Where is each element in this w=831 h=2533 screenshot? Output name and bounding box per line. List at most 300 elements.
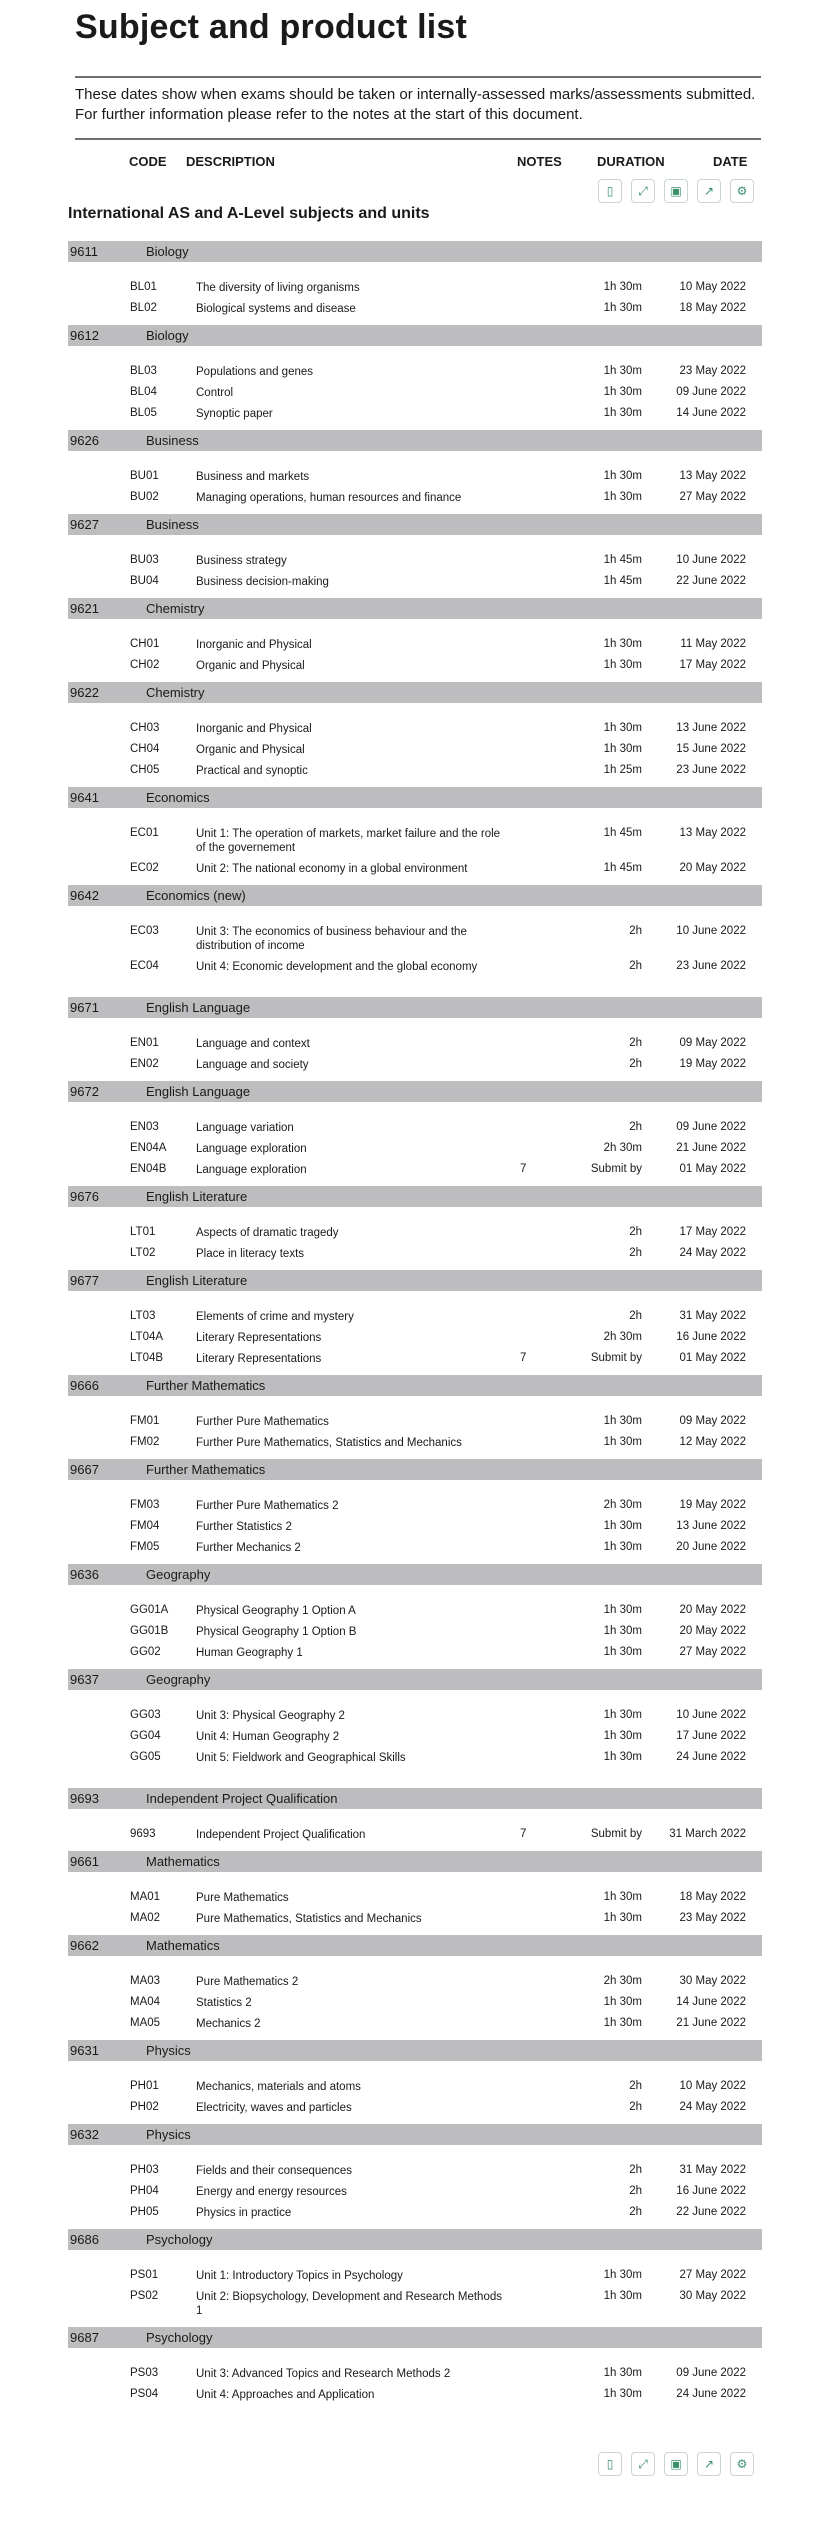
unit-duration: 2h — [629, 1226, 642, 1238]
unit-description: Unit 4: Economic development and the global economy — [196, 961, 478, 973]
unit-date: 23 June 2022 — [676, 960, 746, 972]
unit-code: PS02 — [130, 2290, 159, 2302]
unit-row — [0, 1433, 831, 1454]
subject-name: English Literature — [146, 1189, 248, 1204]
header-rule — [75, 138, 761, 140]
unit-duration: 2h — [629, 2164, 642, 2176]
unit-row — [0, 1160, 831, 1181]
unit-code: MA02 — [130, 1912, 161, 1924]
unit-duration: 2h — [629, 2206, 642, 2218]
column-header-code: CODE — [129, 154, 167, 169]
unit-row — [0, 957, 831, 978]
unit-row — [0, 1349, 831, 1370]
unit-date: 22 June 2022 — [676, 2206, 746, 2218]
unit-duration: 2h — [629, 2080, 642, 2092]
subject-header-band — [68, 241, 762, 262]
unit-code: FM02 — [130, 1436, 160, 1448]
unit-date: 27 May 2022 — [679, 491, 746, 503]
subject-header-band — [68, 325, 762, 346]
unit-duration: 2h — [629, 1058, 642, 1070]
unit-duration: 2h — [629, 1121, 642, 1133]
unit-row — [0, 922, 831, 957]
unit-description: Electricity, waves and particles — [196, 2102, 352, 2114]
subject-name: English Language — [146, 1084, 251, 1099]
unit-duration: 1h 30m — [603, 2290, 642, 2302]
unit-code: MA01 — [130, 1891, 161, 1903]
unit-duration: 1h 30m — [603, 1646, 642, 1658]
subject-header-band — [68, 1851, 762, 1872]
subject-code: 9677 — [70, 1273, 99, 1288]
subject-group — [0, 1788, 831, 1851]
subject-group — [0, 1851, 831, 1935]
unit-row — [0, 299, 831, 320]
unit-date: 14 June 2022 — [676, 1996, 746, 2008]
unit-row — [0, 2287, 831, 2322]
unit-notes: 7 — [520, 1163, 527, 1175]
subject-name: Physics — [146, 2127, 191, 2142]
bookmark-icon[interactable]: ▯ — [598, 179, 622, 203]
unit-row — [0, 404, 831, 425]
unit-duration: 1h 30m — [603, 1415, 642, 1427]
subject-header-band — [68, 1459, 762, 1480]
unit-row — [0, 1825, 831, 1846]
unit-row — [0, 2203, 831, 2224]
unit-description: Mechanics, materials and atoms — [196, 2081, 361, 2093]
unit-description: Human Geography 1 — [196, 1647, 303, 1659]
unit-date: 20 May 2022 — [679, 862, 746, 874]
unit-duration: 1h 30m — [603, 302, 642, 314]
unit-duration: 1h 30m — [603, 2017, 642, 2029]
unit-date: 23 May 2022 — [679, 1912, 746, 1924]
subject-name: Biology — [146, 328, 189, 343]
subject-name: Economics — [146, 790, 210, 805]
subject-header-band — [68, 2124, 762, 2145]
save-icon[interactable]: ▣ — [664, 179, 688, 203]
unit-duration: 1h 30m — [603, 1751, 642, 1763]
subject-code: 9637 — [70, 1672, 99, 1687]
unit-description: Synoptic paper — [196, 408, 273, 420]
subject-name: Economics (new) — [146, 888, 246, 903]
unit-date: 30 May 2022 — [679, 2290, 746, 2302]
unit-row — [0, 1622, 831, 1643]
subject-group — [0, 2229, 831, 2327]
unit-row — [0, 1538, 831, 1559]
subject-list — [0, 241, 831, 2411]
unit-code: EC02 — [130, 862, 159, 874]
subject-group — [0, 1459, 831, 1564]
subject-name: Chemistry — [146, 601, 205, 616]
unit-date: 30 May 2022 — [679, 1975, 746, 1987]
unit-row — [0, 824, 831, 859]
subject-name: Further Mathematics — [146, 1378, 266, 1393]
unit-duration: 1h 30m — [603, 1709, 642, 1721]
subject-code: 9612 — [70, 328, 99, 343]
unit-description: Unit 4: Human Geography 2 — [196, 1731, 340, 1743]
subject-group — [0, 325, 831, 430]
unit-duration: 1h 45m — [603, 575, 642, 587]
unit-date: 31 May 2022 — [679, 2164, 746, 2176]
unit-description: Unit 5: Fieldwork and Geographical Skills — [196, 1752, 406, 1764]
unit-code: BL03 — [130, 365, 157, 377]
subject-name: Mathematics — [146, 1854, 220, 1869]
column-header-notes: NOTES — [517, 154, 562, 169]
subject-header-band — [68, 885, 762, 906]
subject-group — [0, 430, 831, 514]
unit-code: BL04 — [130, 386, 157, 398]
unit-description: Control — [196, 387, 234, 399]
subject-header-band — [68, 1375, 762, 1396]
unit-date: 31 May 2022 — [679, 1310, 746, 1322]
expand-icon[interactable]: ⤢ — [631, 179, 655, 203]
unit-duration: 2h 30m — [603, 1331, 642, 1343]
subject-group — [0, 1669, 831, 1788]
subject-group — [0, 885, 831, 997]
unit-description: Further Mechanics 2 — [196, 1542, 301, 1554]
subject-name: English Language — [146, 1000, 251, 1015]
unit-code: PS01 — [130, 2269, 159, 2281]
unit-duration: Submit by — [590, 1828, 642, 1840]
subject-group — [0, 598, 831, 682]
subject-code: 9661 — [70, 1854, 99, 1869]
subject-group — [0, 2124, 831, 2229]
unit-date: 09 June 2022 — [676, 2367, 746, 2379]
unit-date: 10 June 2022 — [676, 925, 746, 937]
unit-description: Aspects of dramatic tragedy — [196, 1227, 339, 1239]
subject-header-band — [68, 787, 762, 808]
unit-date: 16 June 2022 — [676, 1331, 746, 1343]
subject-header-band — [68, 598, 762, 619]
unit-description: Place in literacy texts — [196, 1248, 305, 1260]
unit-date: 21 June 2022 — [676, 1142, 746, 1154]
unit-row — [0, 1244, 831, 1265]
unit-duration: 1h 30m — [603, 2388, 642, 2400]
unit-row — [0, 551, 831, 572]
subject-header-band — [68, 1788, 762, 1809]
unit-duration: 1h 30m — [603, 1912, 642, 1924]
unit-code: GG04 — [130, 1730, 161, 1742]
unit-row — [0, 1223, 831, 1244]
subject-header-band — [68, 430, 762, 451]
unit-date: 21 June 2022 — [676, 2017, 746, 2029]
subject-header-band — [68, 997, 762, 1018]
unit-duration: 2h — [629, 925, 642, 937]
unit-description: Populations and genes — [196, 366, 314, 378]
unit-duration: 1h 30m — [603, 1604, 642, 1616]
unit-code: GG01A — [130, 1604, 169, 1616]
unit-description: Independent Project Qualification — [196, 1829, 366, 1841]
unit-row — [0, 383, 831, 404]
unit-row — [0, 740, 831, 761]
settings-icon[interactable]: ⚙ — [730, 2452, 754, 2476]
unit-description: Unit 4: Approaches and Application — [196, 2389, 375, 2401]
unit-date: 17 May 2022 — [679, 659, 746, 671]
unit-description: Organic and Physical — [196, 660, 305, 672]
share-icon[interactable]: ↗ — [697, 2452, 721, 2476]
unit-row — [0, 467, 831, 488]
unit-code: EN03 — [130, 1121, 159, 1133]
subject-code: 9686 — [70, 2232, 99, 2247]
unit-duration: 1h 30m — [603, 743, 642, 755]
bookmark-icon[interactable]: ▯ — [598, 2452, 622, 2476]
unit-description: Statistics 2 — [196, 1997, 252, 2009]
unit-row — [0, 2077, 831, 2098]
unit-date: 01 May 2022 — [679, 1352, 746, 1364]
unit-code: EC01 — [130, 827, 159, 839]
unit-code: FM03 — [130, 1499, 160, 1511]
unit-code: EC04 — [130, 960, 159, 972]
unit-date: 13 May 2022 — [679, 827, 746, 839]
unit-description: Unit 1: Introductory Topics in Psychology — [196, 2270, 403, 2282]
unit-code: LT02 — [130, 1247, 156, 1259]
subject-group — [0, 682, 831, 787]
unit-description: The diversity of living organisms — [196, 282, 360, 294]
unit-code: BU01 — [130, 470, 159, 482]
unit-date: 13 June 2022 — [676, 722, 746, 734]
unit-code: MA05 — [130, 2017, 161, 2029]
subject-code: 9636 — [70, 1567, 99, 1582]
subject-code: 9687 — [70, 2330, 99, 2345]
subject-code: 9622 — [70, 685, 99, 700]
unit-row — [0, 1643, 831, 1664]
unit-code: CH03 — [130, 722, 160, 734]
unit-date: 09 May 2022 — [679, 1415, 746, 1427]
image-toolbar-top — [598, 177, 763, 205]
unit-code: CH05 — [130, 764, 160, 776]
unit-description: Language and society — [196, 1059, 309, 1071]
save-icon[interactable]: ▣ — [664, 2452, 688, 2476]
unit-date: 19 May 2022 — [679, 1499, 746, 1511]
subject-name: Mathematics — [146, 1938, 220, 1953]
unit-code: FM01 — [130, 1415, 160, 1427]
unit-row — [0, 2014, 831, 2035]
unit-row — [0, 761, 831, 782]
share-icon[interactable]: ↗ — [697, 179, 721, 203]
unit-duration: 1h 30m — [603, 659, 642, 671]
unit-code: GG03 — [130, 1709, 161, 1721]
unit-description: Practical and synoptic — [196, 765, 308, 777]
unit-duration: 1h 45m — [603, 862, 642, 874]
unit-row — [0, 1055, 831, 1076]
unit-row — [0, 2364, 831, 2385]
unit-description: Managing operations, human resources and finance — [196, 492, 462, 504]
unit-row — [0, 488, 831, 509]
subject-code: 9621 — [70, 601, 99, 616]
unit-description: Pure Mathematics 2 — [196, 1976, 299, 1988]
unit-duration: 1h 45m — [603, 827, 642, 839]
subject-code: 9626 — [70, 433, 99, 448]
unit-description: Physical Geography 1 Option A — [196, 1605, 356, 1617]
unit-row — [0, 1517, 831, 1538]
subject-code: 9672 — [70, 1084, 99, 1099]
unit-description: Further Statistics 2 — [196, 1521, 292, 1533]
unit-code: EN04B — [130, 1163, 167, 1175]
subject-code: 9666 — [70, 1378, 99, 1393]
unit-date: 10 June 2022 — [676, 554, 746, 566]
unit-description: Inorganic and Physical — [196, 723, 312, 735]
unit-code: EN04A — [130, 1142, 167, 1154]
subject-header-band — [68, 1270, 762, 1291]
unit-description: Unit 3: The economics of business behaviour and the distribution of income — [196, 926, 467, 952]
unit-date: 14 June 2022 — [676, 407, 746, 419]
subject-group — [0, 997, 831, 1081]
unit-duration: 1h 30m — [603, 2367, 642, 2379]
subject-name: Psychology — [146, 2330, 213, 2345]
unit-description: Language exploration — [196, 1164, 307, 1176]
unit-date: 24 June 2022 — [676, 2388, 746, 2400]
unit-duration: 1h 30m — [603, 722, 642, 734]
subject-name: Psychology — [146, 2232, 213, 2247]
subject-group — [0, 1375, 831, 1459]
unit-duration: 1h 30m — [603, 386, 642, 398]
unit-description: Unit 1: The operation of markets, market failure and the role of the governement — [196, 828, 501, 854]
unit-date: 23 May 2022 — [679, 365, 746, 377]
unit-code: LT03 — [130, 1310, 156, 1322]
unit-date: 01 May 2022 — [679, 1163, 746, 1175]
unit-code: BU04 — [130, 575, 159, 587]
unit-row — [0, 278, 831, 299]
subject-group — [0, 241, 831, 325]
unit-description: Mechanics 2 — [196, 2018, 261, 2030]
unit-description: Biological systems and disease — [196, 303, 356, 315]
unit-row — [0, 1118, 831, 1139]
column-header-duration: DURATION — [597, 154, 665, 169]
unit-row — [0, 1034, 831, 1055]
unit-date: 11 May 2022 — [680, 638, 746, 650]
unit-row — [0, 362, 831, 383]
unit-date: 09 June 2022 — [676, 1121, 746, 1133]
unit-code: FM05 — [130, 1541, 160, 1553]
subject-header-band — [68, 2327, 762, 2348]
unit-code: 9693 — [130, 1828, 156, 1840]
unit-row — [0, 635, 831, 656]
group-spacer — [0, 983, 831, 997]
unit-duration: Submit by — [590, 1352, 642, 1364]
unit-duration: Submit by — [590, 1163, 642, 1175]
unit-row — [0, 1139, 831, 1160]
unit-row — [0, 1727, 831, 1748]
unit-date: 17 June 2022 — [676, 1730, 746, 1742]
unit-notes: 7 — [520, 1352, 527, 1364]
unit-duration: 2h — [629, 1037, 642, 1049]
unit-row — [0, 1601, 831, 1622]
unit-date: 18 May 2022 — [679, 302, 746, 314]
unit-duration: 1h 30m — [603, 1625, 642, 1637]
unit-code: BL01 — [130, 281, 157, 293]
unit-row — [0, 1909, 831, 1930]
unit-date: 12 May 2022 — [679, 1436, 746, 1448]
subject-group — [0, 514, 831, 598]
column-header-date: DATE — [713, 154, 748, 169]
unit-description: Physics in practice — [196, 2207, 292, 2219]
unit-code: GG05 — [130, 1751, 161, 1763]
unit-code: PH02 — [130, 2101, 159, 2113]
subject-name: Chemistry — [146, 685, 205, 700]
unit-row — [0, 1412, 831, 1433]
subject-header-band — [68, 1081, 762, 1102]
unit-description: Literary Representations — [196, 1332, 322, 1344]
subject-name: English Literature — [146, 1273, 248, 1288]
unit-code: LT04A — [130, 1331, 164, 1343]
unit-date: 24 June 2022 — [676, 1751, 746, 1763]
unit-row — [0, 2266, 831, 2287]
subject-group — [0, 1081, 831, 1186]
subject-group — [0, 787, 831, 885]
unit-date: 15 June 2022 — [676, 743, 746, 755]
unit-row — [0, 1706, 831, 1727]
subject-group — [0, 1270, 831, 1375]
unit-date: 16 June 2022 — [676, 2185, 746, 2197]
unit-code: CH01 — [130, 638, 160, 650]
subject-header-band — [68, 1669, 762, 1690]
subject-code: 9676 — [70, 1189, 99, 1204]
unit-description: Further Pure Mathematics 2 — [196, 1500, 339, 1512]
subject-code: 9671 — [70, 1000, 99, 1015]
unit-code: GG02 — [130, 1646, 161, 1658]
unit-duration: 2h 30m — [603, 1142, 642, 1154]
subject-group — [0, 1186, 831, 1270]
unit-row — [0, 1748, 831, 1769]
settings-icon[interactable]: ⚙ — [730, 179, 754, 203]
unit-code: CH04 — [130, 743, 160, 755]
subject-name: Business — [146, 433, 199, 448]
unit-description: Business and markets — [196, 471, 310, 483]
unit-row — [0, 1307, 831, 1328]
unit-duration: 2h — [629, 960, 642, 972]
unit-row — [0, 1328, 831, 1349]
unit-description: Pure Mathematics, Statistics and Mechanics — [196, 1913, 422, 1925]
unit-date: 09 June 2022 — [676, 386, 746, 398]
subject-header-band — [68, 2229, 762, 2250]
unit-code: BU02 — [130, 491, 159, 503]
unit-description: Inorganic and Physical — [196, 639, 312, 651]
subject-code: 9632 — [70, 2127, 99, 2142]
section-title: International AS and A-Level subjects and units — [68, 205, 430, 222]
unit-duration: 1h 30m — [603, 407, 642, 419]
unit-duration: 1h 30m — [603, 1541, 642, 1553]
unit-code: EN01 — [130, 1037, 159, 1049]
unit-duration: 2h — [629, 1247, 642, 1259]
expand-icon[interactable]: ⤢ — [631, 2452, 655, 2476]
subject-group — [0, 1935, 831, 2040]
subject-code: 9642 — [70, 888, 99, 903]
unit-code: FM04 — [130, 1520, 160, 1532]
unit-description: Unit 2: Biopsychology, Development and Research Methods 1 — [196, 2291, 502, 2317]
unit-duration: 1h 30m — [603, 1996, 642, 2008]
unit-date: 17 May 2022 — [679, 1226, 746, 1238]
unit-duration: 2h — [629, 1310, 642, 1322]
unit-duration: 1h 30m — [603, 2269, 642, 2281]
unit-duration: 2h 30m — [603, 1975, 642, 1987]
unit-duration: 1h 45m — [603, 554, 642, 566]
unit-code: BL02 — [130, 302, 157, 314]
unit-description: Energy and energy resources — [196, 2186, 347, 2198]
unit-duration: 1h 30m — [603, 638, 642, 650]
unit-code: MA04 — [130, 1996, 161, 2008]
unit-notes: 7 — [520, 1828, 527, 1840]
subject-name: Further Mathematics — [146, 1462, 266, 1477]
top-rule — [75, 76, 761, 78]
unit-description: Organic and Physical — [196, 744, 305, 756]
unit-date: 20 June 2022 — [676, 1541, 746, 1553]
unit-description: Language variation — [196, 1122, 294, 1134]
unit-date: 24 May 2022 — [679, 1247, 746, 1259]
unit-code: LT01 — [130, 1226, 156, 1238]
subject-header-band — [68, 514, 762, 535]
unit-code: EC03 — [130, 925, 159, 937]
unit-date: 18 May 2022 — [679, 1891, 746, 1903]
unit-row — [0, 2098, 831, 2119]
subject-code: 9662 — [70, 1938, 99, 1953]
